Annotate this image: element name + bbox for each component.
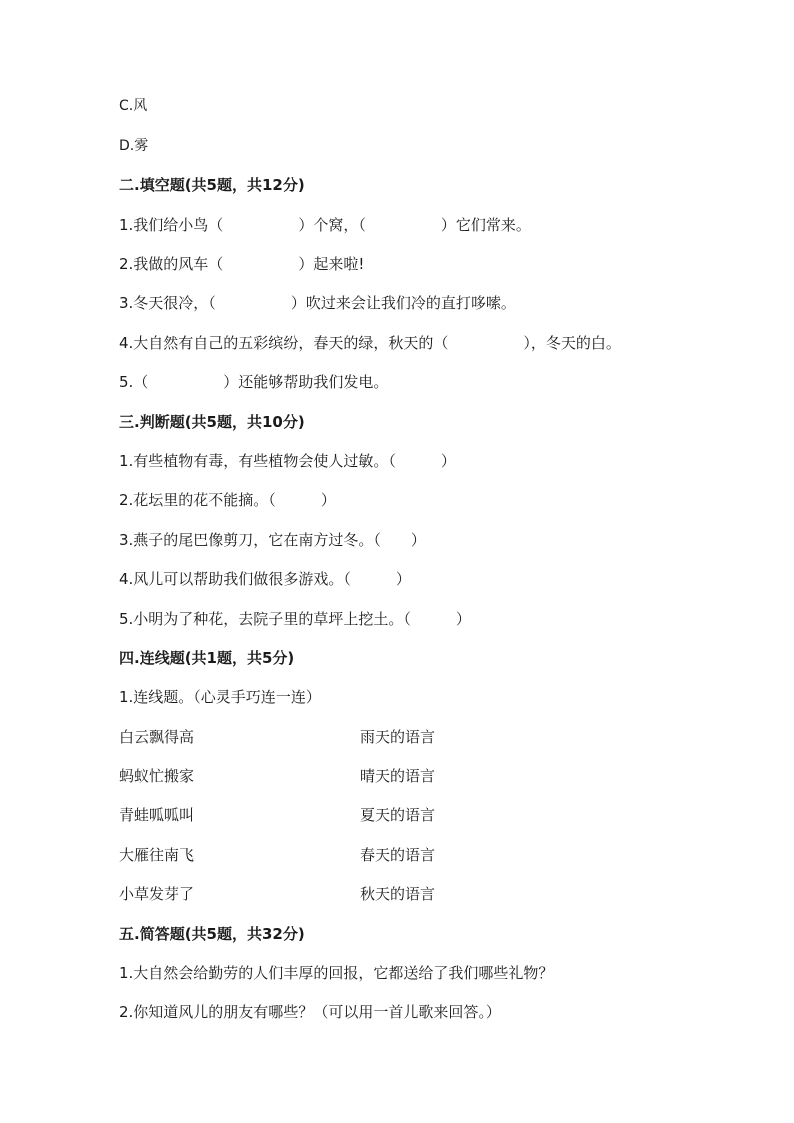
section-heading-fill-blank: 二.填空题(共5题，共12分) [119,176,305,194]
section-heading-true-false: 三.判断题(共5题，共10分) [119,413,305,431]
fill-blank-question: 5.（ ）还能够帮助我们发电。 [119,373,389,391]
true-false-question: 1.有些植物有毒，有些植物会使人过敏。（ ） [119,452,456,470]
fill-blank-question: 2.我做的风车（ ）起来啦! [119,255,365,273]
matching-left-item: 白云飘得高 [119,728,195,746]
matching-left-item: 小草发芽了 [119,885,195,903]
short-answer-question: 2.你知道风儿的朋友有哪些？（可以用一首儿歌来回答。） [119,1003,501,1021]
section-heading-short-answer: 五.简答题(共5题，共32分) [119,925,305,943]
fill-blank-question: 3.冬天很冷，（ ）吹过来会让我们冷的直打哆嗦。 [119,294,516,312]
true-false-question: 5.小明为了种花，去院子里的草坪上挖土。（ ） [119,610,471,628]
matching-right-item: 雨天的语言 [360,728,436,746]
matching-left-item: 蚂蚁忙搬家 [119,767,195,785]
matching-right-item: 春天的语言 [360,846,436,864]
matching-right-item: 秋天的语言 [360,885,436,903]
section-heading-matching: 四.连线题(共1题，共5分) [119,649,295,667]
matching-left-item: 青蛙呱呱叫 [119,806,195,824]
true-false-question: 4.风儿可以帮助我们做很多游戏。（ ） [119,570,411,588]
short-answer-question: 1.大自然会给勤劳的人们丰厚的回报，它都送给了我们哪些礼物？ [119,964,554,982]
fill-blank-question: 4.大自然有自己的五彩缤纷，春天的绿，秋天的（ ），冬天的白。 [119,334,621,352]
matching-right-item: 夏天的语言 [360,806,436,824]
matching-right-item: 晴天的语言 [360,767,436,785]
option-c: C.风 [119,98,148,114]
matching-question: 1.连线题。（心灵手巧连一连） [119,688,321,706]
fill-blank-question: 1.我们给小鸟（ ）个窝，（ ）它们常来。 [119,216,531,234]
true-false-question: 3.燕子的尾巴像剪刀，它在南方过冬。（ ） [119,531,426,549]
true-false-question: 2.花坛里的花不能摘。（ ） [119,491,336,509]
option-d: D.雾 [119,138,149,154]
matching-left-item: 大雁往南飞 [119,846,195,864]
